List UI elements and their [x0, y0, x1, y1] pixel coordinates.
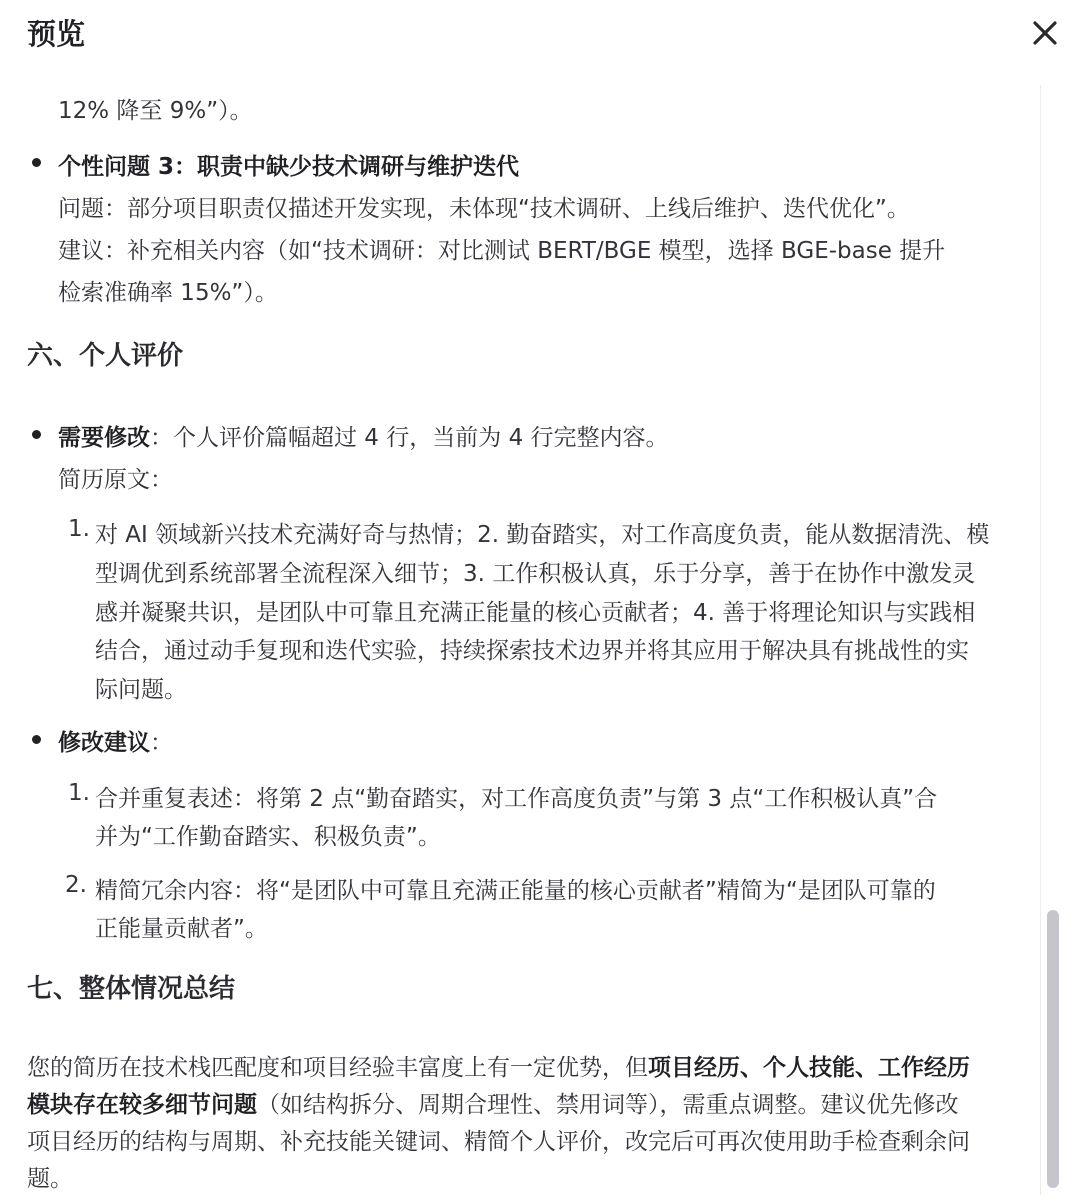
advice-line: 精简冗余内容：将“是团队中可靠且充满正能量的核心贡献者”精简为“是团队可靠的	[95, 878, 936, 904]
section6-heading: 六、个人评价	[27, 341, 184, 371]
close-icon[interactable]	[1030, 18, 1060, 48]
issue3-problem: 问题：部分项目职责仅描述开发实现，未体现“技术调研、上线后维护、迭代优化”。	[58, 196, 910, 222]
advice-number: 2.	[65, 872, 87, 898]
preview-content[interactable]	[0, 72, 1040, 1203]
issue3-title: 个性问题 3：职责中缺少技术调研与维护迭代	[58, 154, 520, 180]
original-text-line: 际问题。	[95, 677, 187, 703]
summary-line: 项目经历的结构与周期、补充技能关键词、精简个人评价，改完后可再次使用助手检查剩余问	[27, 1129, 970, 1155]
issue3-suggest-line2: 检索准确率 15%”）。	[58, 280, 278, 306]
original-text-line: 结合，通过动手复现和迭代实验，持续探索技术边界并将其应用于解决具有挑战性的实	[95, 638, 969, 664]
need-modify-label: 需要修改	[58, 425, 150, 451]
original-label: 简历原文：	[58, 467, 173, 493]
summary-text: （如结构拆分、周期合理性、禁用词等），需重点调整。建议优先修改	[257, 1092, 959, 1118]
summary-text: 您的简历在技术栈匹配度和项目经验丰富度上有一定优势，但	[27, 1055, 648, 1081]
original-text-line: 对 AI 领域新兴技术充满好奇与热情；2. 勤奋踏实，对工作高度负责，能从数据清洗、模	[95, 522, 990, 548]
bullet	[32, 735, 41, 744]
preview-header	[0, 0, 1080, 72]
previous-text-tail: 12% 降至 9%”）。	[58, 98, 253, 124]
original-text-line: 型调优到系统部署全流程深入细节；3. 工作积极认真，乐于分享，善于在协作中激发灵	[95, 561, 976, 587]
advice-heading	[58, 724, 173, 757]
need-modify-text: ：个人评价篇幅超过 4 行，当前为 4 行完整内容。	[150, 425, 669, 451]
summary-line	[27, 1086, 959, 1119]
advice-number: 1.	[68, 780, 90, 806]
issue3-suggest-line1: 建议：补充相关内容（如“技术调研：对比测试 BERT/BGE 模型，选择 BGE-base 提升	[58, 238, 946, 264]
summary-line	[27, 1049, 970, 1082]
summary-bold: 项目经历、个人技能、工作经历	[648, 1055, 970, 1081]
need-modify-line	[58, 419, 669, 452]
advice-label: 修改建议	[58, 730, 150, 756]
section7-heading: 七、整体情况总结	[27, 974, 236, 1004]
original-text-line: 感并凝聚共识，是团队中可靠且充满正能量的核心贡献者；4. 善于将理论知识与实践相	[95, 600, 976, 626]
preview-title: 预览	[27, 17, 86, 51]
original-list-number: 1.	[68, 516, 90, 542]
summary-line: 题。	[27, 1166, 73, 1192]
bullet	[32, 430, 41, 439]
summary-bold: 模块存在较多细节问题	[27, 1092, 257, 1118]
advice-line: 并为“工作勤奋踏实、积极负责”。	[95, 824, 441, 850]
scrollbar-thumb[interactable]	[1047, 910, 1059, 1188]
advice-colon: ：	[150, 730, 173, 756]
advice-line: 合并重复表述：将第 2 点“勤奋踏实，对工作高度负责”与第 3 点“工作积极认真”合	[95, 786, 938, 812]
bullet	[32, 158, 41, 167]
advice-line: 正能量贡献者”。	[95, 916, 268, 942]
